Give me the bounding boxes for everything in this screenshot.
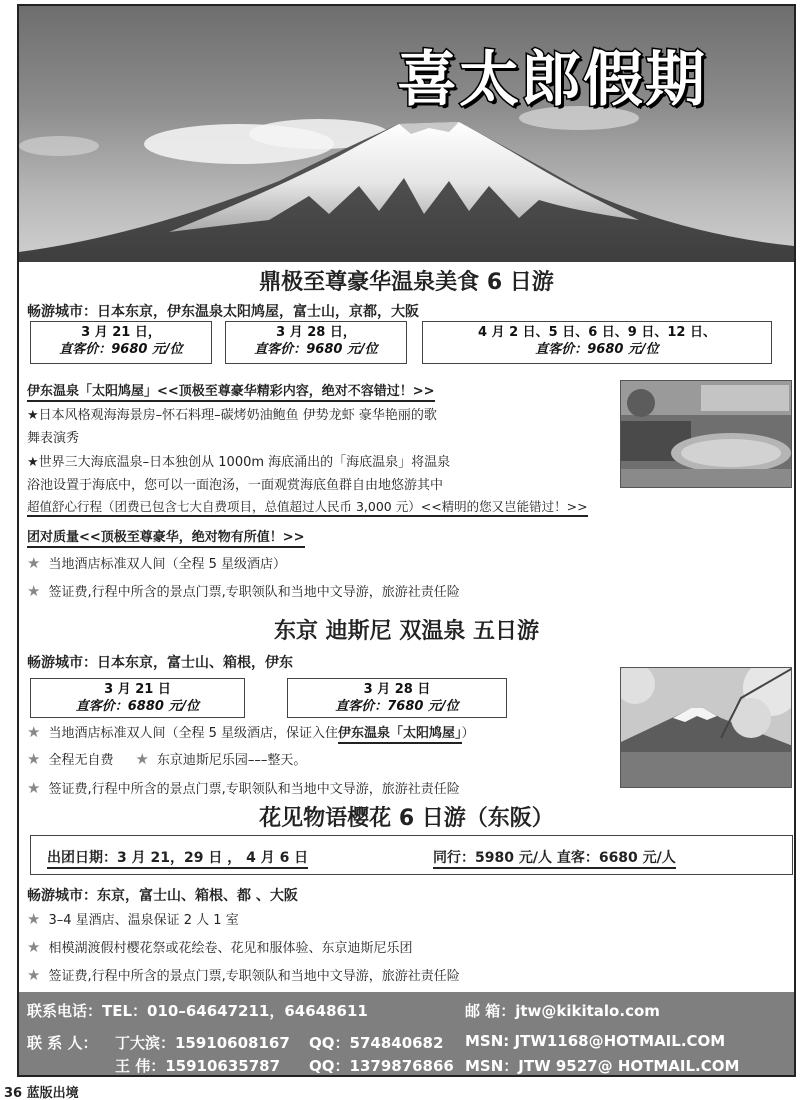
tour2-bullet-1: ★ 当地酒店标准双人间（全程 5 星级酒店，保证入住伊东温泉「太阳鸠屋」） (27, 722, 475, 741)
tour1-bullet-1: ★ 当地酒店标准双人间（全程 5 星级酒店） (27, 554, 286, 572)
price-date: 3 月 28 日， (276, 325, 356, 340)
tour2-price-box-2 (287, 678, 507, 718)
price-date: 3 月 21 日 (104, 682, 171, 697)
contact-person-2: 王 伟：15910635787 (115, 1057, 281, 1075)
tour1-price-box-2 (225, 321, 407, 364)
tour1-desc-1b: 舞表演秀 (27, 431, 80, 446)
tour2-cities: 畅游城市：日本东京，富士山、箱根，伊东 (27, 655, 293, 671)
tour1-cities: 畅游城市：日本东京，伊东温泉太阳鸠屋，富士山，京都，大阪 (27, 304, 419, 320)
price-date: 3 月 21 日， (81, 325, 161, 340)
contact-person-label: 联 系 人： (27, 1034, 98, 1052)
contact-msn-2: MSN：JTW 9527@ HOTMAIL.COM (465, 1057, 740, 1075)
star-icon: ★ (27, 554, 41, 572)
contact-footer (19, 992, 794, 1077)
tour3-bullet-2: ★ 相模湖渡假村樱花祭或花绘卷、花见和服体验、东京迪斯尼乐团 (27, 938, 413, 956)
tour1-quality: 团对质量<<顶极至尊豪华，绝对物有所值！>> (27, 526, 305, 545)
tour1-highlight-title: 伊东温泉「太阳鸠屋」<<顶极至尊豪华精彩内容，绝对不容错过！>> (27, 380, 435, 399)
tour1-desc-1a: ★日本风格观海海景房–怀石料理–碳烤奶油鲍鱼 伊势龙虾 豪华艳丽的歌 (27, 408, 437, 423)
price-value: 直客价：9680 元/位 (59, 342, 183, 357)
tour3-bullet-1: ★ 3–4 星酒店、温泉保证 2 人 1 室 (27, 910, 239, 928)
star-icon: ★ (27, 723, 41, 741)
tour3-title: 花见物语樱花 6 日游（东阪） (259, 806, 554, 831)
price-date: 3 月 28 日 (363, 682, 431, 697)
contact-email: 邮 箱：jtw@kikitalo.com (465, 1002, 660, 1020)
tour3-departure: 出团日期：3 月 21，29 日 ， 4 月 6 日 (47, 847, 308, 867)
price-value: 直客价：7680 元/位 (335, 699, 459, 714)
mount-fuji-banner (19, 6, 794, 262)
tour3-date-box (30, 835, 793, 875)
star-icon: ★ (135, 750, 149, 768)
price-value: 直客价：9680 元/位 (254, 342, 378, 357)
fuji-cherry-blossom-photo (620, 667, 792, 788)
star-icon: ★ (27, 938, 41, 956)
tour1-price-box-3 (422, 321, 772, 364)
tour1-title: 鼎极至尊豪华温泉美食 6 日游 (259, 270, 554, 295)
tour2-price-box-1 (30, 678, 245, 718)
tour1-desc-2a: ★世界三大海底温泉–日本独创从 1000m 海底涌出的「海底温泉」将温泉 (27, 455, 451, 470)
tour1-desc-2b: 浴池设置于海底中，您可以一面泡汤，一面观赏海底鱼群自由地悠游其中 (27, 478, 444, 493)
price-value: 直客价：9680 元/位 (535, 342, 659, 357)
contact-msn-1: MSN: JTW1168@HOTMAIL.COM (465, 1032, 726, 1050)
tour2-bullet-3: ★ 签证费,行程中所含的景点门票,专职领队和当地中文导游，旅游社责任险 (27, 779, 460, 797)
tour2-title: 东京 迪斯尼 双温泉 五日游 (274, 619, 539, 644)
brand-logo: 喜太郎假期 (397, 45, 707, 115)
star-icon: ★ (27, 910, 41, 928)
contact-person-1: 丁大滨：15910608167 (115, 1034, 290, 1052)
star-icon: ★ (27, 779, 41, 797)
tour3-cities: 畅游城市：东京，富士山、箱根、都 、大阪 (27, 888, 298, 904)
price-value: 直客价：6880 元/位 (75, 699, 200, 714)
advertisement-page (17, 4, 796, 1077)
tour3-bullet-3: ★ 签证费,行程中所含的景点门票,专职领队和当地中文导游，旅游社责任险 (27, 966, 460, 984)
star-icon: ★ (27, 582, 41, 600)
tour2-bullet-2: ★ 全程无自费 ★ 东京迪斯尼乐园–––整天。 (27, 750, 307, 768)
contact-phone: 联系电话：TEL：010–64647211，64648611 (27, 1002, 368, 1020)
star-icon: ★ (27, 750, 41, 768)
contact-qq-2: QQ：1379876866 (309, 1057, 454, 1075)
tour3-price: 同行：5980 元/人 直客：6680 元/人 (433, 847, 676, 867)
page-footer: 36 蓝版出境 (4, 1086, 79, 1100)
tour1-desc-3: 超值舒心行程（团费已包含七大自费项目，总值超过人民币 3,000 元）<<精明的您又岂能错过！>> (27, 497, 588, 515)
tour1-price-box-1 (30, 321, 212, 364)
star-icon: ★ (27, 966, 41, 984)
tour1-bullet-2: ★ 签证费,行程中所含的景点门票,专职领队和当地中文导游，旅游社责任险 (27, 582, 460, 600)
onsen-photo (620, 380, 792, 488)
price-date: 4 月 2 日、5 日、6 日、9 日、12 日、 (478, 325, 716, 340)
contact-qq-1: QQ：574840682 (309, 1034, 444, 1052)
